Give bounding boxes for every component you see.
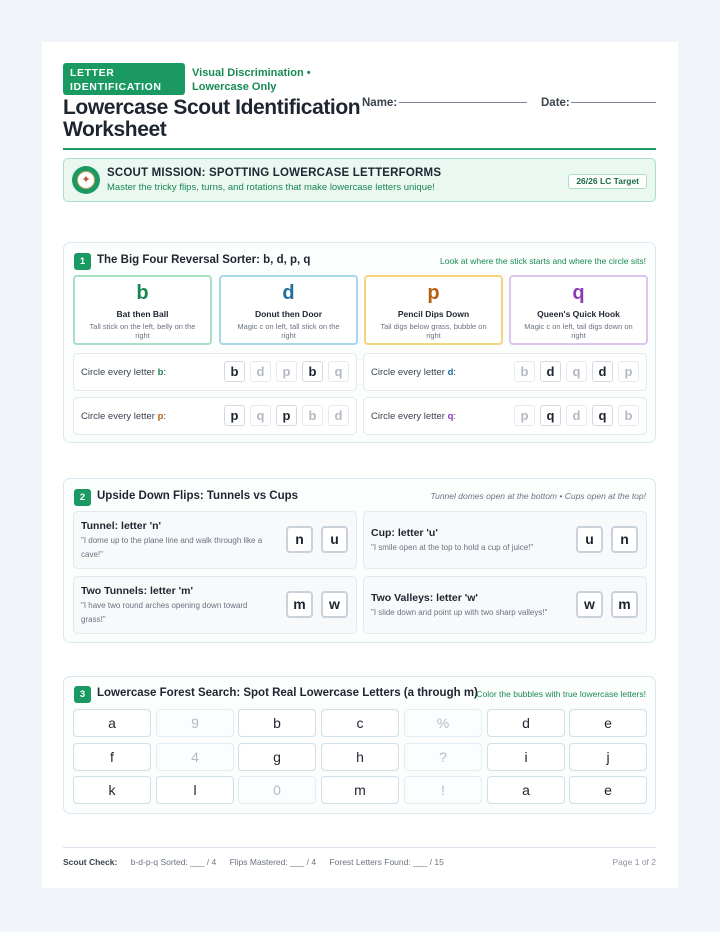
forest-bubble[interactable]: e xyxy=(569,776,647,804)
mission-banner xyxy=(63,158,656,202)
page-number: Page 1 of 2 xyxy=(612,857,656,867)
flip-letter-box[interactable]: n xyxy=(286,526,313,553)
forest-bubble[interactable]: b xyxy=(238,709,316,737)
category-tag: LETTER IDENTIFICATION xyxy=(63,63,185,95)
flip-letter-box[interactable]: m xyxy=(611,591,638,618)
forest-bubble[interactable]: % xyxy=(404,709,482,737)
circle-row-label: Circle every letter p: xyxy=(81,411,167,422)
letter-chip[interactable]: d xyxy=(566,405,587,426)
letter-chip[interactable]: q xyxy=(328,361,349,382)
section-title: Upside Down Flips: Tunnels vs Cups xyxy=(97,490,299,502)
letter-chip[interactable]: b xyxy=(514,361,535,382)
letter-chips xyxy=(509,405,639,426)
letter-chip[interactable]: d xyxy=(250,361,271,382)
forest-bubble[interactable]: a xyxy=(73,709,151,737)
flip-letter-box[interactable]: n xyxy=(611,526,638,553)
flip-card-quote: "I dome up to the plane line and walk through like a cave!" xyxy=(81,536,263,559)
letter-card-d xyxy=(219,275,358,345)
footer-divider xyxy=(63,847,656,848)
letter-card-b xyxy=(73,275,212,345)
letter-card-letter: b xyxy=(136,282,149,304)
forest-bubble[interactable]: h xyxy=(321,743,399,771)
circle-row-b xyxy=(73,353,357,391)
section-forest-search xyxy=(63,676,656,814)
flip-letter-box[interactable]: u xyxy=(576,526,603,553)
letter-chip[interactable]: p xyxy=(224,405,245,426)
letter-card-letter: p xyxy=(427,282,440,304)
letter-card-letter: q xyxy=(572,282,585,304)
flip-card-title: Cup: letter 'u' xyxy=(371,527,438,539)
forest-bubble[interactable]: a xyxy=(487,776,565,804)
section-title: The Big Four Reversal Sorter: b, d, p, q xyxy=(97,254,311,266)
letter-chip[interactable]: p xyxy=(514,405,535,426)
mission-title: SCOUT MISSION: SPOTTING LOWERCASE LETTERFORMS xyxy=(107,167,442,179)
letter-chip[interactable]: b xyxy=(224,361,245,382)
letter-chip[interactable]: d xyxy=(592,361,613,382)
circle-row-p xyxy=(73,397,357,435)
name-field[interactable] xyxy=(399,102,527,103)
forest-bubble[interactable]: f xyxy=(73,743,151,771)
footer-score-flips: Flips Mastered: ___ / 4 xyxy=(229,857,317,867)
flip-card-quote: "I slide down and point up with two sharp valleys!" xyxy=(371,608,548,617)
letter-card-name: Pencil Dips Down xyxy=(397,309,470,319)
forest-bubble[interactable]: k xyxy=(73,776,151,804)
letter-card-desc: Magic c on left, tall stick on the right xyxy=(237,322,340,340)
flip-letter-box[interactable]: u xyxy=(321,526,348,553)
name-label: Name: xyxy=(362,97,398,109)
letter-chip[interactable]: b xyxy=(618,405,639,426)
forest-bubble[interactable]: ! xyxy=(404,776,482,804)
forest-bubble[interactable]: j xyxy=(569,743,647,771)
footer-score-forest: Forest Letters Found: ___ / 15 xyxy=(329,857,444,867)
letter-card-p xyxy=(364,275,503,345)
compass-icon xyxy=(72,166,100,194)
circle-row-q xyxy=(363,397,647,435)
letter-chip[interactable]: q xyxy=(566,361,587,382)
letter-chip[interactable]: b xyxy=(302,405,323,426)
worksheet-page xyxy=(42,42,678,888)
page-title: Lowercase Scout Identification Worksheet xyxy=(63,96,361,141)
flip-card-w xyxy=(363,576,647,634)
forest-bubble[interactable]: ? xyxy=(404,743,482,771)
forest-bubble[interactable]: 4 xyxy=(156,743,234,771)
flip-letter-box[interactable]: w xyxy=(576,591,603,618)
flip-letter-box[interactable]: m xyxy=(286,591,313,618)
letter-chip[interactable]: q xyxy=(592,405,613,426)
forest-bubble[interactable]: 0 xyxy=(238,776,316,804)
target-badge: 26/26 LC Target xyxy=(568,174,647,189)
footer-label: Scout Check: xyxy=(63,857,118,867)
letter-chips xyxy=(219,361,349,382)
letter-card-name: Queen's Quick Hook xyxy=(537,309,620,319)
circle-row-label: Circle every letter q: xyxy=(371,411,457,422)
letter-card-desc: Tail digs below grass, bubble on right xyxy=(380,322,487,340)
date-field[interactable] xyxy=(571,102,656,103)
section-note: Look at where the stick starts and where the circle sits! xyxy=(440,256,646,266)
category-subtitle: Visual Discrimination • Lowercase Only xyxy=(192,67,311,93)
letter-card-desc: Tall stick on the left, belly on the right xyxy=(89,322,196,340)
letter-chip[interactable]: b xyxy=(302,361,323,382)
letter-card-name: Donut then Door xyxy=(254,309,323,319)
forest-bubble[interactable]: i xyxy=(487,743,565,771)
letter-chip[interactable]: p xyxy=(276,405,297,426)
letter-card-desc: Magic c on left, tail digs down on right xyxy=(524,322,633,340)
forest-bubble[interactable]: c xyxy=(321,709,399,737)
letter-chip[interactable]: p xyxy=(276,361,297,382)
forest-bubble[interactable]: 9 xyxy=(156,709,234,737)
circle-row-label: Circle every letter d: xyxy=(371,367,457,378)
flip-card-quote: "I smile open at the top to hold a cup of juice!" xyxy=(371,543,534,552)
forest-bubble[interactable]: e xyxy=(569,709,647,737)
flip-card-n xyxy=(73,511,357,569)
flip-card-title: Tunnel: letter 'n' xyxy=(81,520,162,532)
letter-chips xyxy=(219,405,349,426)
section-number: 3 xyxy=(74,686,91,703)
letter-card-name: Bat then Ball xyxy=(116,309,169,319)
flip-letter-box[interactable]: w xyxy=(321,591,348,618)
letter-chip[interactable]: d xyxy=(540,361,561,382)
letter-chip[interactable]: q xyxy=(250,405,271,426)
forest-bubble[interactable]: g xyxy=(238,743,316,771)
circle-row-d xyxy=(363,353,647,391)
forest-bubble[interactable]: l xyxy=(156,776,234,804)
score-footer xyxy=(63,857,444,867)
flip-card-u xyxy=(363,511,647,569)
section-note: Tunnel domes open at the bottom • Cups open at the top! xyxy=(430,491,646,501)
letter-card-letter: d xyxy=(282,282,295,304)
forest-bubble[interactable]: d xyxy=(487,709,565,737)
flip-card-m xyxy=(73,576,357,634)
section-number: 2 xyxy=(74,489,91,506)
letter-card-q xyxy=(509,275,648,345)
forest-bubble[interactable]: m xyxy=(321,776,399,804)
flip-card-title: Two Tunnels: letter 'm' xyxy=(81,585,193,597)
letter-chip[interactable]: p xyxy=(618,361,639,382)
section-flips xyxy=(63,478,656,643)
section-title: Lowercase Forest Search: Spot Real Lowercase Letters (a through m) xyxy=(97,687,478,699)
section-reversal-sorter xyxy=(63,242,656,443)
section-note: Color the bubbles with true lowercase letters! xyxy=(476,689,646,699)
mission-text: Master the tricky flips, turns, and rotations that make lowercase letters unique! xyxy=(107,182,435,193)
circle-row-label: Circle every letter b: xyxy=(81,367,167,378)
section-number: 1 xyxy=(74,253,91,270)
letter-chip[interactable]: q xyxy=(540,405,561,426)
date-label: Date: xyxy=(541,97,570,109)
footer-score-sorted: b-d-p-q Sorted: ___ / 4 xyxy=(130,857,217,867)
header-divider xyxy=(63,148,656,150)
flip-card-quote: "I have two round arches opening down toward grass!" xyxy=(81,601,248,624)
letter-chip[interactable]: d xyxy=(328,405,349,426)
compass-face: ✦ xyxy=(77,171,95,189)
letter-chips xyxy=(509,361,639,382)
flip-card-title: Two Valleys: letter 'w' xyxy=(371,592,478,604)
